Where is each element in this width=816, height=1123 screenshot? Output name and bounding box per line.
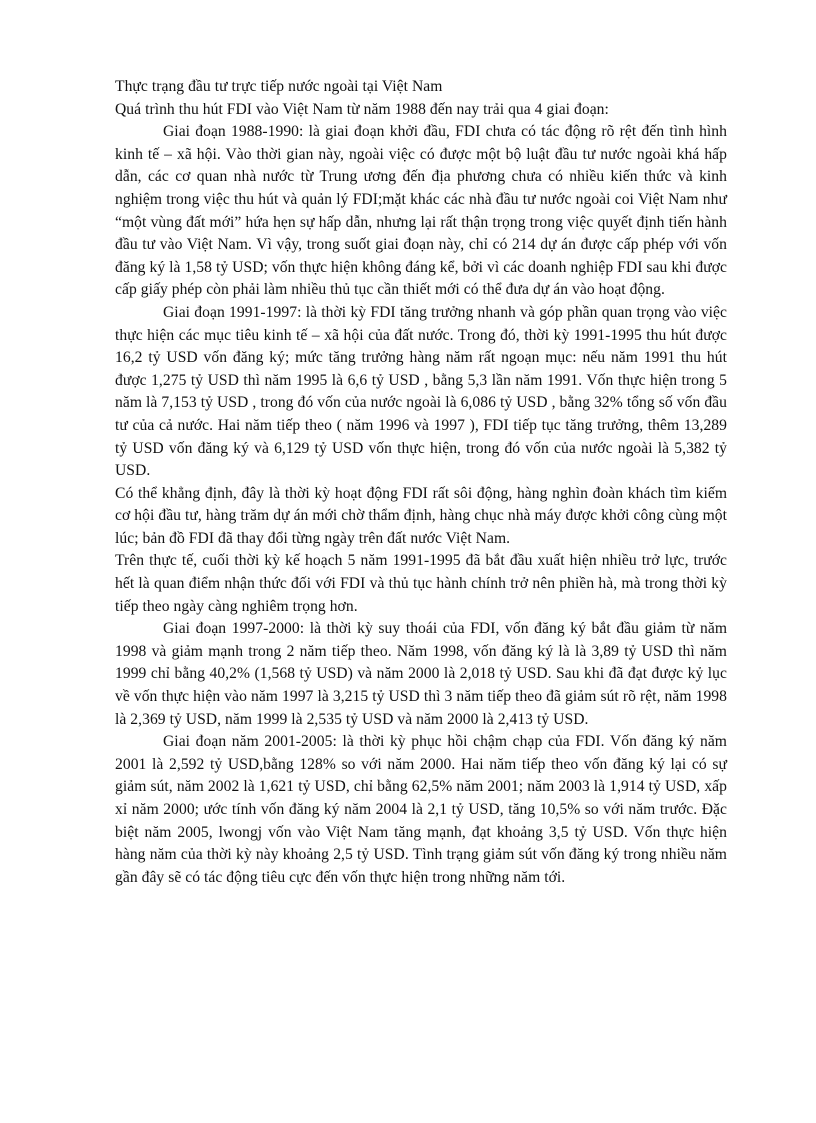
paragraph-period-1991-1997: Giai đoạn 1991-1997: là thời kỳ FDI tăng trưởng nhanh và góp phần quan trọng vào việc thực hiện các mục tiêu kinh tế – xã hội của đất nước. Trong đó, thời kỳ 1991-1995 thu hút được 16,2 tỷ USD vốn đăng ký; mức tăng trưởng hàng năm rất ngoạn mục: nếu năm 1991 thu hút được 1,275 tỷ USD thì năm 1995 là 6,6 tỷ USD , bằng 5,3 lần năm 1991. Vốn thực hiện trong 5 năm là 7,153 tỷ USD , trong đó vốn của nước ngoài là 6,086 tỷ USD , bằng 32% tổng số vốn đầu tư của cả nước. Hai năm tiếp theo ( năm 1996 và 1997 ), FDI tiếp tục tăng trưởng, thêm 13,289 tỷ USD vốn đăng ký và 6,129 tỷ USD vốn thực hiện, trong đó vốn của nước ngoài là 5,382 tỷ USD.	[115, 303, 727, 480]
paragraph-period-2001-2005: Giai đoạn năm 2001-2005: là thời kỳ phục hồi chậm chạp của FDI. Vốn đăng ký năm 2001 là 2,592 tỷ USD,bằng 128% so với năm 2000. Hai năm tiếp theo vốn đăng ký lại có sự giảm sút, năm 2002 là 1,621 tỷ USD, chỉ bằng 62,5% năm 2001; năm 2003 là 1,914 tỷ USD, xấp xỉ năm 2000; ước tính vốn đăng ký năm 2004 là 2,1 tỷ USD, tăng 10,5% so với năm trước. Đặc biệt năm 2005, lwongj vốn vào Việt Nam tăng mạnh, đạt khoảng 3,5 tỷ USD. Vốn thực hiện hàng năm của thời kỳ này khoảng 2,5 tỷ USD. Tình trạng giảm sút vốn đăng ký trong nhiều năm gần đây sẽ có tác động tiêu cực đến vốn thực hiện trong những năm tới.	[115, 733, 727, 886]
paragraph-fdi-vibrant: Có thể khẳng định, đây là thời kỳ hoạt động FDI rất sôi động, hàng nghìn đoàn khách tìm kiếm cơ hội đầu tư, hàng trăm dự án mới chờ thẩm định, hàng chục nhà máy được khởi công cùng một lúc; bản đồ FDI đã thay đổi từng ngày trên đất nước Việt Nam.	[115, 484, 727, 547]
paragraph-obstacles: Trên thực tế, cuối thời kỳ kế hoạch 5 năm 1991-1995 đã bắt đầu xuất hiện nhiều trở lực, trước hết là quan điểm nhận thức đối với FDI và thủ tục hành chính trở nên phiền hà, mà trong thời kỳ tiếp theo ngày càng nghiêm trọng hơn.	[115, 552, 727, 615]
paragraph-period-1988-1990: Giai đoạn 1988-1990: là giai đoạn khởi đầu, FDI chưa có tác động rõ rệt đến tình hình kinh tế – xã hội. Vào thời gian này, ngoài việc có được một bộ luật đầu tư nước ngoài khá hấp dẫn, các cơ quan nhà nước từ Trung ương đến địa phương chưa có nhiều kiến thức và kinh nghiệm trong việc thu hút và quản lý FDI;mặt khác các nhà đầu tư nước ngoài coi Việt Nam như “một vùng đất mới” hứa hẹn sự hấp dẫn, nhưng lại rất thận trọng trong việc quyết định tiến hành đầu tư vào Việt Nam. Vì vậy, trong suốt giai đoạn này, chỉ có 214 dự án được cấp phép với vốn đăng ký là 1,58 tỷ USD; vốn thực hiện không đáng kể, bởi vì các doanh nghiệp FDI sau khi được cấp giấy phép còn phải làm nhiều thủ tục cần thiết mới có thể đưa dự án vào hoạt động.	[115, 123, 727, 299]
paragraph-period-1997-2000: Giai đoạn 1997-2000: là thời kỳ suy thoái của FDI, vốn đăng ký bắt đầu giảm từ năm 1998 và giảm mạnh trong 2 năm tiếp theo. Năm 1998, vốn đăng ký là là 3,89 tỷ USD thì năm 1999 chỉ bằng 40,2% (1,568 tỷ USD) và năm 2000 là 2,018 tỷ USD. Sau khi đã đạt được kỷ lục về vốn thực hiện vào năm 1997 là 3,215 tỷ USD thì 3 năm tiếp theo đã giảm sút rõ rệt, năm 1998 là 2,369 tỷ USD, năm 1999 là 2,535 tỷ USD và năm 2000 là 2,413 tỷ USD.	[115, 620, 727, 728]
document-intro: Quá trình thu hút FDI vào Việt Nam từ năm 1988 đến nay trải qua 4 giai đoạn:	[115, 100, 609, 118]
document-title: Thực trạng đầu tư trực tiếp nước ngoài tại Việt Nam	[115, 78, 443, 95]
document-page	[115, 76, 727, 889]
